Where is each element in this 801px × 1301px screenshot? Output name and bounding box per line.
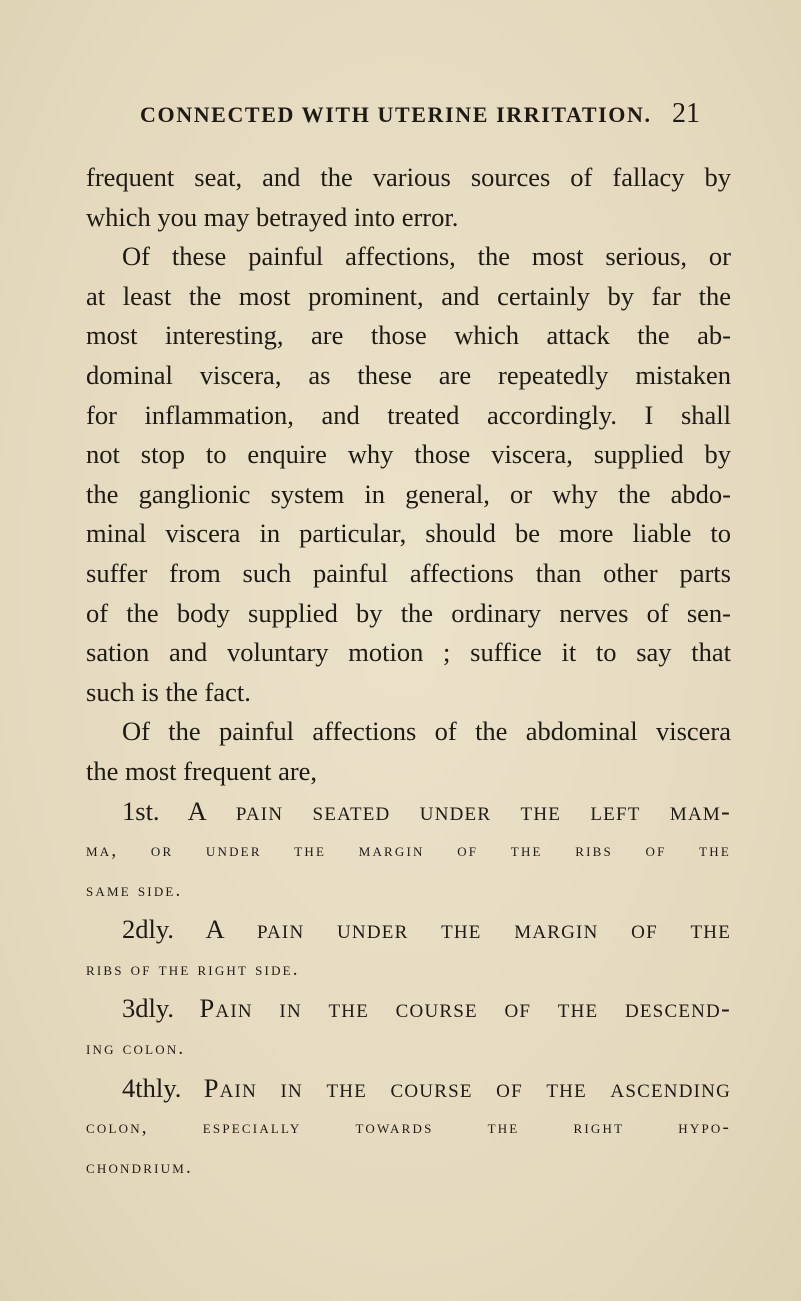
list-item-line: ribs of the right side. (86, 958, 300, 980)
item-heading-text: Pain in the course of the ascending (203, 1072, 732, 1103)
item-ordinal: 1st. (122, 795, 160, 826)
text-line: Of the painful affections of the abdominal viscera (122, 716, 731, 747)
text-line: suffer from such painful affections than other parts (86, 557, 731, 588)
text-line: at least the most prominent, and certainly by far the (86, 280, 731, 311)
list-item-line: colon, especially towards the right hypo- (86, 1117, 731, 1139)
list-item-first-line (86, 989, 731, 1029)
text-line: for inflammation, and treated accordingly. I shall (86, 399, 731, 430)
body-text (86, 158, 731, 1187)
item-ordinal: 2dly. (122, 914, 175, 945)
list-item-line: ma, or under the margin of the ribs of the (86, 840, 731, 862)
list-item-first-line (86, 792, 731, 832)
text-line: minal viscera in particular, should be more liable to (86, 518, 731, 549)
text-line: the most frequent are, (86, 755, 318, 786)
item-ordinal: 3dly. (122, 993, 175, 1024)
list-item-line: chondrium. (86, 1156, 193, 1178)
item-ordinal: 4thly. (122, 1072, 182, 1103)
list-item-first-line (86, 1069, 731, 1109)
list-item-line: ing colon. (86, 1038, 186, 1060)
text-line: of the body supplied by the ordinary nerves of sen- (86, 597, 731, 628)
text-line: which you may betrayed into error. (86, 201, 459, 232)
text-line: Of these painful affections, the most serious, or (122, 241, 731, 272)
text-line: frequent seat, and the various sources of fallacy by (86, 162, 731, 192)
item-heading-text: Pain in the course of the descend- (199, 993, 731, 1024)
item-heading-text: A pain under the margin of the (205, 914, 732, 945)
list-item-line: same side. (86, 879, 183, 901)
text-line: the ganglionic system in general, or why the abdo- (86, 478, 731, 509)
text-line: most interesting, are those which attack the ab- (86, 320, 731, 351)
page-number: 21 (672, 98, 700, 129)
text-line: not stop to enquire why those viscera, supplied by (86, 439, 731, 470)
list-item-first-line (86, 910, 731, 950)
running-head: CONNECTED WITH UTERINE IRRITATION. (140, 102, 652, 127)
item-heading-text: A pain seated under the left mam- (187, 795, 731, 826)
text-line: such is the fact. (86, 676, 251, 707)
text-line: dominal viscera, as these are repeatedly mistaken (86, 359, 731, 390)
page-header (140, 98, 700, 138)
text-line: sation and voluntary motion ; suffice it to say that (86, 637, 731, 668)
